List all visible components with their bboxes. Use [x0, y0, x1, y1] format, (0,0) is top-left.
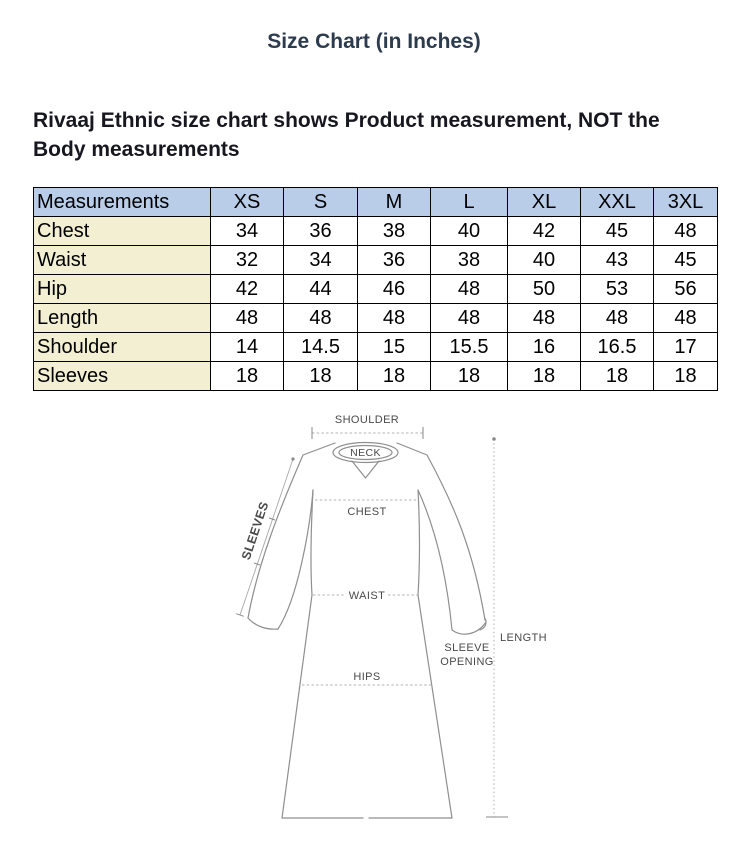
cell-waist-xs: 32 — [211, 246, 284, 275]
column-header-xl: XL — [508, 188, 581, 217]
cell-length-s: 48 — [284, 304, 358, 333]
column-header-3xl: 3XL — [654, 188, 718, 217]
cell-waist-m: 36 — [358, 246, 431, 275]
cell-shoulder-xs: 14 — [211, 333, 284, 362]
right-shoulder-and-sleeve-outer — [397, 443, 485, 620]
table-row-length — [34, 304, 718, 333]
cell-waist-l: 38 — [431, 246, 508, 275]
cell-chest-s: 36 — [284, 217, 358, 246]
cell-length-xxl: 48 — [581, 304, 654, 333]
neck-v-notch — [352, 461, 379, 478]
cell-shoulder-xl: 16 — [508, 333, 581, 362]
cell-hip-xs: 42 — [211, 275, 284, 304]
shoulder-label: SHOULDER — [334, 414, 400, 426]
subtitle-note: Rivaaj Ethnic size chart shows Product measurement, NOT the Body measurements — [33, 109, 660, 161]
sleeve-opening-label-line1: SLEEVE — [444, 642, 490, 654]
table-row-waist — [34, 246, 718, 275]
cell-chest-xs: 34 — [211, 217, 284, 246]
cell-waist-3xl: 45 — [654, 246, 718, 275]
cell-hip-l: 48 — [431, 275, 508, 304]
column-header-s: S — [284, 188, 358, 217]
page-title: Size Chart (in Inches) — [267, 30, 481, 53]
table-header-row — [34, 188, 718, 217]
cell-sleeves-xs: 18 — [211, 362, 284, 391]
chest-label: CHEST — [347, 506, 387, 518]
waist-label: WAIST — [348, 590, 386, 602]
cell-length-3xl: 48 — [654, 304, 718, 333]
row-label-length: Length — [34, 304, 211, 333]
cell-sleeves-xl: 18 — [508, 362, 581, 391]
cell-sleeves-m: 18 — [358, 362, 431, 391]
left-body-seam — [282, 490, 313, 818]
table-row-hip — [34, 275, 718, 304]
cell-length-l: 48 — [431, 304, 508, 333]
length-label: LENGTH — [500, 632, 548, 644]
column-header-xs: XS — [211, 188, 284, 217]
row-label-chest: Chest — [34, 217, 211, 246]
size-measurements-table — [33, 187, 718, 391]
cell-shoulder-xxl: 16.5 — [581, 333, 654, 362]
cell-sleeves-xxl: 18 — [581, 362, 654, 391]
row-label-sleeves: Sleeves — [34, 362, 211, 391]
cell-waist-s: 34 — [284, 246, 358, 275]
neck-label: NECK — [350, 447, 381, 459]
left-cuff — [248, 618, 278, 629]
right-cuff — [452, 622, 486, 634]
left-sleeve-inner — [278, 490, 313, 629]
column-header-m: M — [358, 188, 431, 217]
cell-waist-xxl: 43 — [581, 246, 654, 275]
cell-waist-xl: 40 — [508, 246, 581, 275]
cell-shoulder-m: 15 — [358, 333, 431, 362]
cell-length-m: 48 — [358, 304, 431, 333]
table-row-shoulder — [34, 333, 718, 362]
cell-shoulder-l: 15.5 — [431, 333, 508, 362]
table-row-sleeves — [34, 362, 718, 391]
column-header-l: L — [431, 188, 508, 217]
hips-label: HIPS — [353, 671, 381, 683]
row-label-hip: Hip — [34, 275, 211, 304]
cell-shoulder-s: 14.5 — [284, 333, 358, 362]
length-measure-dot — [492, 437, 496, 441]
cell-hip-m: 46 — [358, 275, 431, 304]
row-label-waist: Waist — [34, 246, 211, 275]
cell-hip-3xl: 56 — [654, 275, 718, 304]
sleeves-label: SLEEVES — [238, 499, 272, 562]
right-body-seam — [418, 490, 452, 818]
cell-sleeves-s: 18 — [284, 362, 358, 391]
cell-chest-3xl: 48 — [654, 217, 718, 246]
sleeve-opening-label-line2: OPENING — [440, 656, 494, 668]
cell-length-xs: 48 — [211, 304, 284, 333]
cell-sleeves-3xl: 18 — [654, 362, 718, 391]
cell-sleeves-l: 18 — [431, 362, 508, 391]
column-header-xxl: XXL — [581, 188, 654, 217]
cell-hip-s: 44 — [284, 275, 358, 304]
row-label-shoulder: Shoulder — [34, 333, 211, 362]
cell-hip-xl: 50 — [508, 275, 581, 304]
cell-chest-l: 40 — [431, 217, 508, 246]
sleeve-measure-dot — [291, 457, 294, 460]
table-row-chest — [34, 217, 718, 246]
garment-measurement-diagram — [228, 408, 548, 828]
cell-shoulder-3xl: 17 — [654, 333, 718, 362]
cell-length-xl: 48 — [508, 304, 581, 333]
cell-chest-m: 38 — [358, 217, 431, 246]
right-sleeve-inner — [418, 490, 452, 630]
cell-hip-xxl: 53 — [581, 275, 654, 304]
cell-chest-xl: 42 — [508, 217, 581, 246]
cell-chest-xxl: 45 — [581, 217, 654, 246]
column-header-measurements: Measurements — [34, 188, 211, 217]
